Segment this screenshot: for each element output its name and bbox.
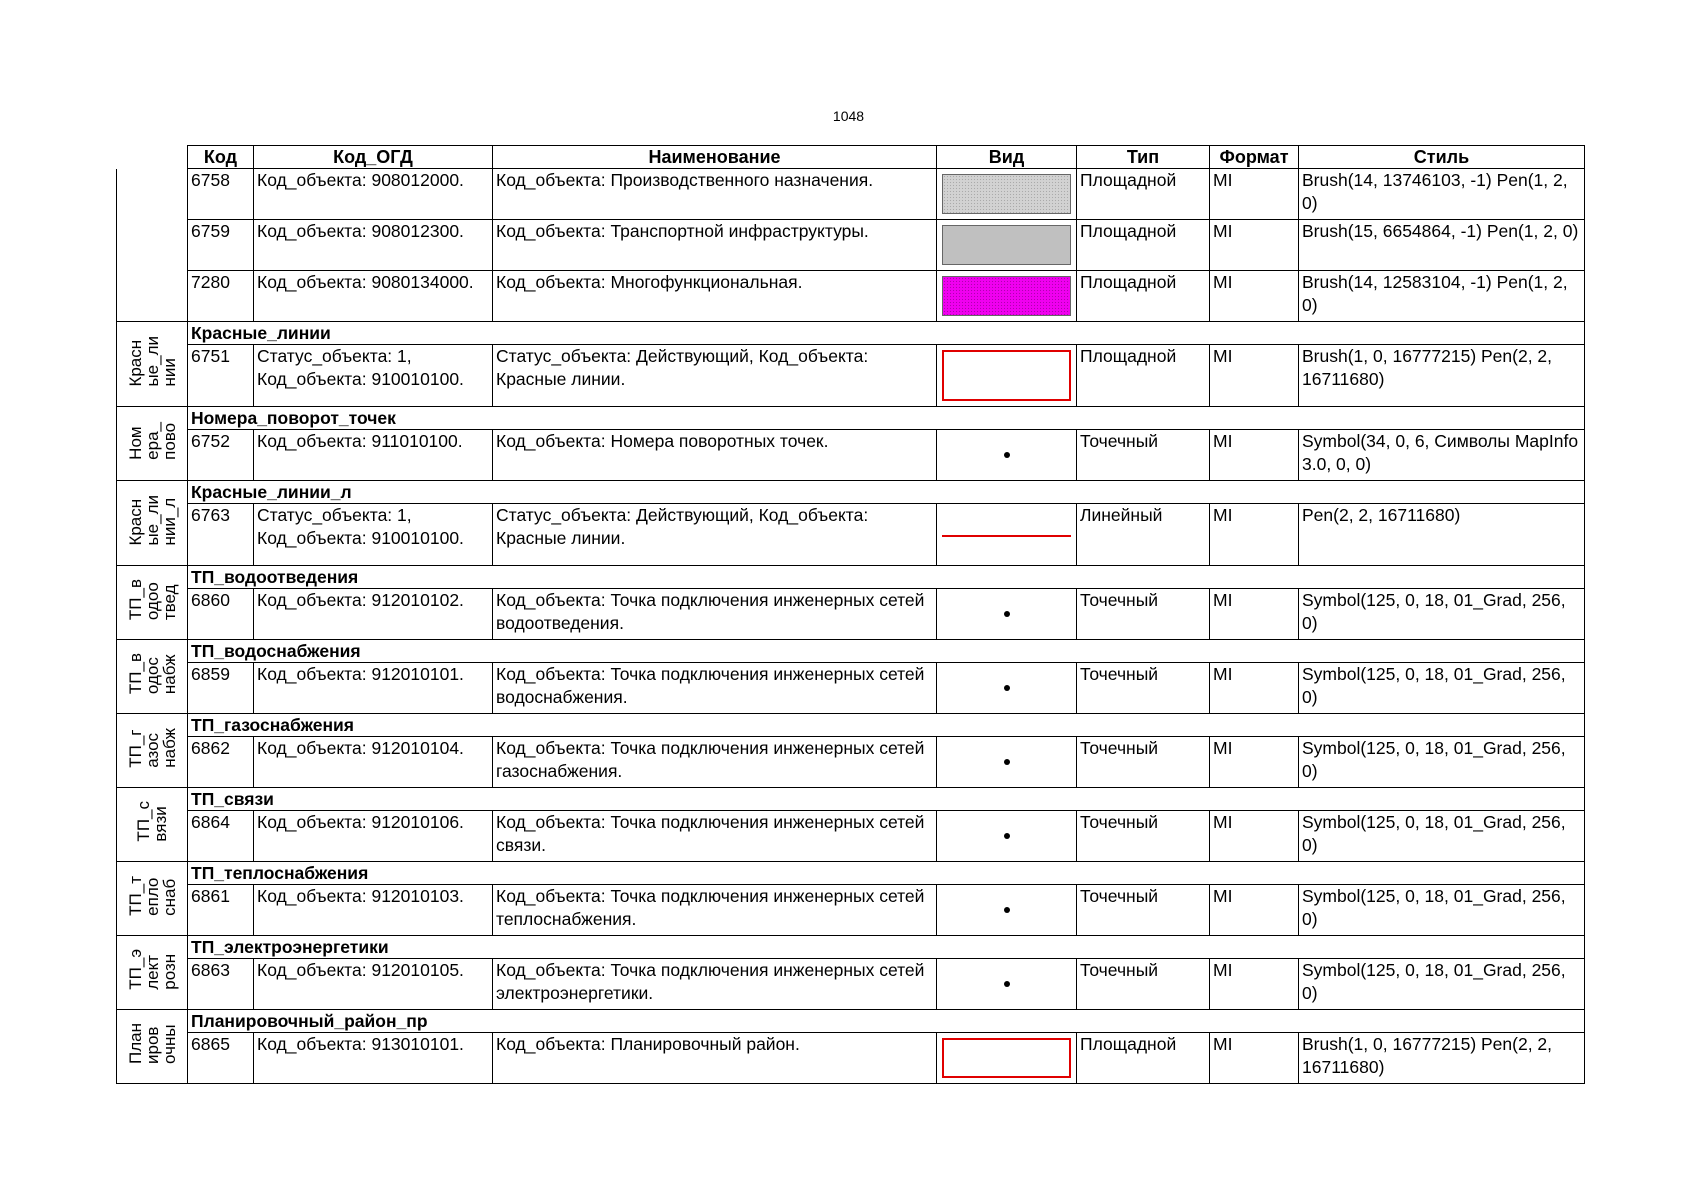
cell-style: Brush(14, 13746103, -1) Pen(1, 2, 0) — [1299, 169, 1585, 220]
cell-kod: 6763 — [188, 504, 254, 566]
header-format: Формат — [1210, 146, 1299, 169]
group-side-text: ТП_в одос набж — [125, 653, 179, 695]
page-number: 1048 — [832, 108, 865, 124]
group-side-label — [117, 566, 188, 640]
header-kod-ogd: Код_ОГД — [254, 146, 493, 169]
cell-kod: 6759 — [188, 220, 254, 271]
cell-tip: Площадной — [1077, 169, 1210, 220]
cell-kod: 6751 — [188, 345, 254, 407]
cell-kod-ogd: Код_объекта: 911010100. — [254, 430, 493, 481]
vid-cell — [937, 811, 1077, 862]
group-title-row — [117, 481, 1585, 504]
cell-kod-ogd: Код_объекта: 908012000. — [254, 169, 493, 220]
cell-kod-ogd: Код_объекта: 912010104. — [254, 737, 493, 788]
cell-kod-ogd: Статус_объекта: 1, Код_объекта: 910010100. — [254, 504, 493, 566]
vid-cell — [937, 1033, 1077, 1084]
cell-format: MI — [1210, 504, 1299, 566]
swatch-box — [937, 816, 1076, 857]
vid-cell — [937, 430, 1077, 481]
swatch-dot — [1004, 611, 1010, 617]
group-title-row — [117, 936, 1585, 959]
cell-tip: Точечный — [1077, 430, 1210, 481]
header-blank — [117, 146, 188, 169]
cell-format: MI — [1210, 169, 1299, 220]
cell-tip: Площадной — [1077, 271, 1210, 322]
legend-table — [116, 145, 1585, 1084]
cell-format: MI — [1210, 345, 1299, 407]
group-title: ТП_газоснабжения — [188, 714, 1585, 737]
group-title: Красные_линии_л — [188, 481, 1585, 504]
table-row — [117, 811, 1585, 862]
table-row — [117, 345, 1585, 407]
swatch-box — [937, 276, 1076, 317]
cell-kod: 6758 — [188, 169, 254, 220]
cell-name: Код_объекта: Точка подключения инженерных сетей водоснабжения. — [493, 663, 937, 714]
cell-style: Brush(1, 0, 16777215) Pen(2, 2, 16711680) — [1299, 1033, 1585, 1084]
cell-name: Код_объекта: Точка подключения инженерных сетей связи. — [493, 811, 937, 862]
group-side-label — [117, 788, 188, 862]
vid-cell — [937, 169, 1077, 220]
swatch-dot — [1004, 452, 1010, 458]
cell-format: MI — [1210, 430, 1299, 481]
cell-style: Symbol(34, 0, 6, Символы MapInfo 3.0, 0, 0) — [1299, 430, 1585, 481]
swatch-box — [937, 742, 1076, 783]
cell-style: Symbol(125, 0, 18, 01_Grad, 256, 0) — [1299, 811, 1585, 862]
vid-cell — [937, 663, 1077, 714]
table-row — [117, 220, 1585, 271]
group-title: Планировочный_район_пр — [188, 1010, 1585, 1033]
cell-name: Код_объекта: Точка подключения инженерных сетей газоснабжения. — [493, 737, 937, 788]
swatch-box — [937, 890, 1076, 931]
cell-name: Код_объекта: Точка подключения инженерных сетей теплоснабжения. — [493, 885, 937, 936]
cell-format: MI — [1210, 737, 1299, 788]
group-title: ТП_водоснабжения — [188, 640, 1585, 663]
cell-kod-ogd: Код_объекта: 912010105. — [254, 959, 493, 1010]
group-title-row — [117, 640, 1585, 663]
table-row — [117, 589, 1585, 640]
vid-cell — [937, 959, 1077, 1010]
group-side-text: Ном ера_ пово — [125, 421, 179, 460]
table-row — [117, 959, 1585, 1010]
cell-tip: Площадной — [1077, 1033, 1210, 1084]
group-side-text: ТП_с вязи — [134, 801, 170, 843]
group-side-label — [117, 640, 188, 714]
swatch-dot — [1004, 907, 1010, 913]
cell-style: Brush(15, 6654864, -1) Pen(1, 2, 0) — [1299, 220, 1585, 271]
vid-cell — [937, 345, 1077, 407]
cell-tip: Точечный — [1077, 663, 1210, 714]
table-row — [117, 663, 1585, 714]
cell-format: MI — [1210, 959, 1299, 1010]
group-side-label — [117, 714, 188, 788]
group-title: ТП_электроэнергетики — [188, 936, 1585, 959]
group-title-row — [117, 566, 1585, 589]
cell-kod: 6860 — [188, 589, 254, 640]
swatch-box — [937, 594, 1076, 635]
table-row — [117, 430, 1585, 481]
group-side-text: ТП_г азос набж — [125, 727, 179, 768]
group-side-text: ТП_т епло снаб — [125, 875, 179, 916]
cell-kod-ogd: Код_объекта: 912010101. — [254, 663, 493, 714]
swatch-dot — [1004, 981, 1010, 987]
header-kod: Код — [188, 146, 254, 169]
cell-kod-ogd: Код_объекта: 9080134000. — [254, 271, 493, 322]
swatch-box — [937, 1038, 1076, 1079]
cell-style: Symbol(125, 0, 18, 01_Grad, 256, 0) — [1299, 663, 1585, 714]
header-style: Стиль — [1299, 146, 1585, 169]
swatch-box — [937, 509, 1076, 561]
swatch-dot — [1004, 685, 1010, 691]
swatch-fill — [942, 225, 1071, 265]
cell-kod-ogd: Код_объекта: 912010103. — [254, 885, 493, 936]
group-title-row — [117, 407, 1585, 430]
cell-style: Symbol(125, 0, 18, 01_Grad, 256, 0) — [1299, 589, 1585, 640]
group-title-row — [117, 788, 1585, 811]
cell-style: Brush(1, 0, 16777215) Pen(2, 2, 16711680) — [1299, 345, 1585, 407]
cell-name: Код_объекта: Производственного назначения. — [493, 169, 937, 220]
table-row — [117, 504, 1585, 566]
cell-format: MI — [1210, 589, 1299, 640]
cell-kod: 7280 — [188, 271, 254, 322]
vid-cell — [937, 737, 1077, 788]
swatch-fill — [942, 276, 1071, 316]
cell-kod: 6859 — [188, 663, 254, 714]
cell-style: Brush(14, 12583104, -1) Pen(1, 2, 0) — [1299, 271, 1585, 322]
cell-kod: 6861 — [188, 885, 254, 936]
swatch-dot — [1004, 759, 1010, 765]
group-side-label — [117, 1010, 188, 1084]
swatch-box — [937, 964, 1076, 1005]
cell-kod: 6862 — [188, 737, 254, 788]
cell-tip: Площадной — [1077, 220, 1210, 271]
group-side-label — [117, 862, 188, 936]
group-side-text: Красн ые_ли нии — [125, 335, 179, 387]
cell-kod: 6752 — [188, 430, 254, 481]
swatch-fill — [942, 174, 1071, 214]
cell-kod: 6863 — [188, 959, 254, 1010]
vid-cell — [937, 271, 1077, 322]
swatch-box — [937, 435, 1076, 476]
header-tip: Тип — [1077, 146, 1210, 169]
group-side-label — [117, 407, 188, 481]
table-row — [117, 737, 1585, 788]
cell-style: Symbol(125, 0, 18, 01_Grad, 256, 0) — [1299, 737, 1585, 788]
cell-format: MI — [1210, 271, 1299, 322]
cell-format: MI — [1210, 220, 1299, 271]
cell-format: MI — [1210, 811, 1299, 862]
swatch-line — [942, 535, 1071, 537]
cell-tip: Точечный — [1077, 589, 1210, 640]
header-name: Наименование — [493, 146, 937, 169]
cell-name: Код_объекта: Номера поворотных точек. — [493, 430, 937, 481]
swatch-dot — [1004, 833, 1010, 839]
cell-name: Код_объекта: Точка подключения инженерных сетей электроэнергетики. — [493, 959, 937, 1010]
side-blank — [117, 169, 188, 322]
group-side-label — [117, 322, 188, 407]
group-title-row — [117, 322, 1585, 345]
cell-name: Код_объекта: Многофункциональная. — [493, 271, 937, 322]
cell-kod: 6865 — [188, 1033, 254, 1084]
cell-name: Статус_объекта: Действующий, Код_объекта: Красные линии. — [493, 345, 937, 407]
cell-name: Код_объекта: Планировочный район. — [493, 1033, 937, 1084]
group-title: ТП_теплоснабжения — [188, 862, 1585, 885]
cell-style: Symbol(125, 0, 18, 01_Grad, 256, 0) — [1299, 959, 1585, 1010]
cell-style: Symbol(125, 0, 18, 01_Grad, 256, 0) — [1299, 885, 1585, 936]
vid-cell — [937, 220, 1077, 271]
table-row — [117, 271, 1585, 322]
swatch-box — [937, 350, 1076, 402]
cell-kod-ogd: Код_объекта: 912010106. — [254, 811, 493, 862]
swatch-box — [937, 668, 1076, 709]
table-row — [117, 885, 1585, 936]
table-row — [117, 1033, 1585, 1084]
swatch-box — [937, 174, 1076, 215]
group-side-text: ТП_э лект розн — [125, 949, 179, 991]
cell-format: MI — [1210, 1033, 1299, 1084]
group-side-label — [117, 936, 188, 1010]
cell-kod-ogd: Код_объекта: 912010102. — [254, 589, 493, 640]
cell-kod: 6864 — [188, 811, 254, 862]
cell-kod-ogd: Код_объекта: 908012300. — [254, 220, 493, 271]
group-title: ТП_водоотведения — [188, 566, 1585, 589]
cell-name: Код_объекта: Транспортной инфраструктуры. — [493, 220, 937, 271]
group-side-label — [117, 481, 188, 566]
header-vid: Вид — [937, 146, 1077, 169]
swatch-outline — [942, 350, 1071, 401]
cell-tip: Точечный — [1077, 885, 1210, 936]
table-row — [117, 169, 1585, 220]
cell-style: Pen(2, 2, 16711680) — [1299, 504, 1585, 566]
group-title-row — [117, 714, 1585, 737]
vid-cell — [937, 589, 1077, 640]
group-title: Номера_поворот_точек — [188, 407, 1585, 430]
cell-name: Статус_объекта: Действующий, Код_объекта: Красные линии. — [493, 504, 937, 566]
cell-tip: Точечный — [1077, 959, 1210, 1010]
vid-cell — [937, 885, 1077, 936]
group-title-row — [117, 862, 1585, 885]
cell-kod-ogd: Код_объекта: 913010101. — [254, 1033, 493, 1084]
swatch-outline — [942, 1038, 1071, 1078]
cell-format: MI — [1210, 885, 1299, 936]
cell-tip: Площадной — [1077, 345, 1210, 407]
header-row — [117, 146, 1585, 169]
group-side-text: Красн ые_ли нии_л — [125, 494, 179, 546]
cell-tip: Точечный — [1077, 811, 1210, 862]
group-title-row — [117, 1010, 1585, 1033]
cell-format: MI — [1210, 663, 1299, 714]
cell-kod-ogd: Статус_объекта: 1, Код_объекта: 910010100. — [254, 345, 493, 407]
group-side-text: ТП_в одоо твед — [125, 579, 179, 621]
vid-cell — [937, 504, 1077, 566]
cell-tip: Линейный — [1077, 504, 1210, 566]
swatch-box — [937, 225, 1076, 266]
cell-name: Код_объекта: Точка подключения инженерных сетей водоотведения. — [493, 589, 937, 640]
group-title: ТП_связи — [188, 788, 1585, 811]
group-title: Красные_линии — [188, 322, 1585, 345]
group-side-text: План иров очны — [125, 1023, 179, 1065]
cell-tip: Точечный — [1077, 737, 1210, 788]
